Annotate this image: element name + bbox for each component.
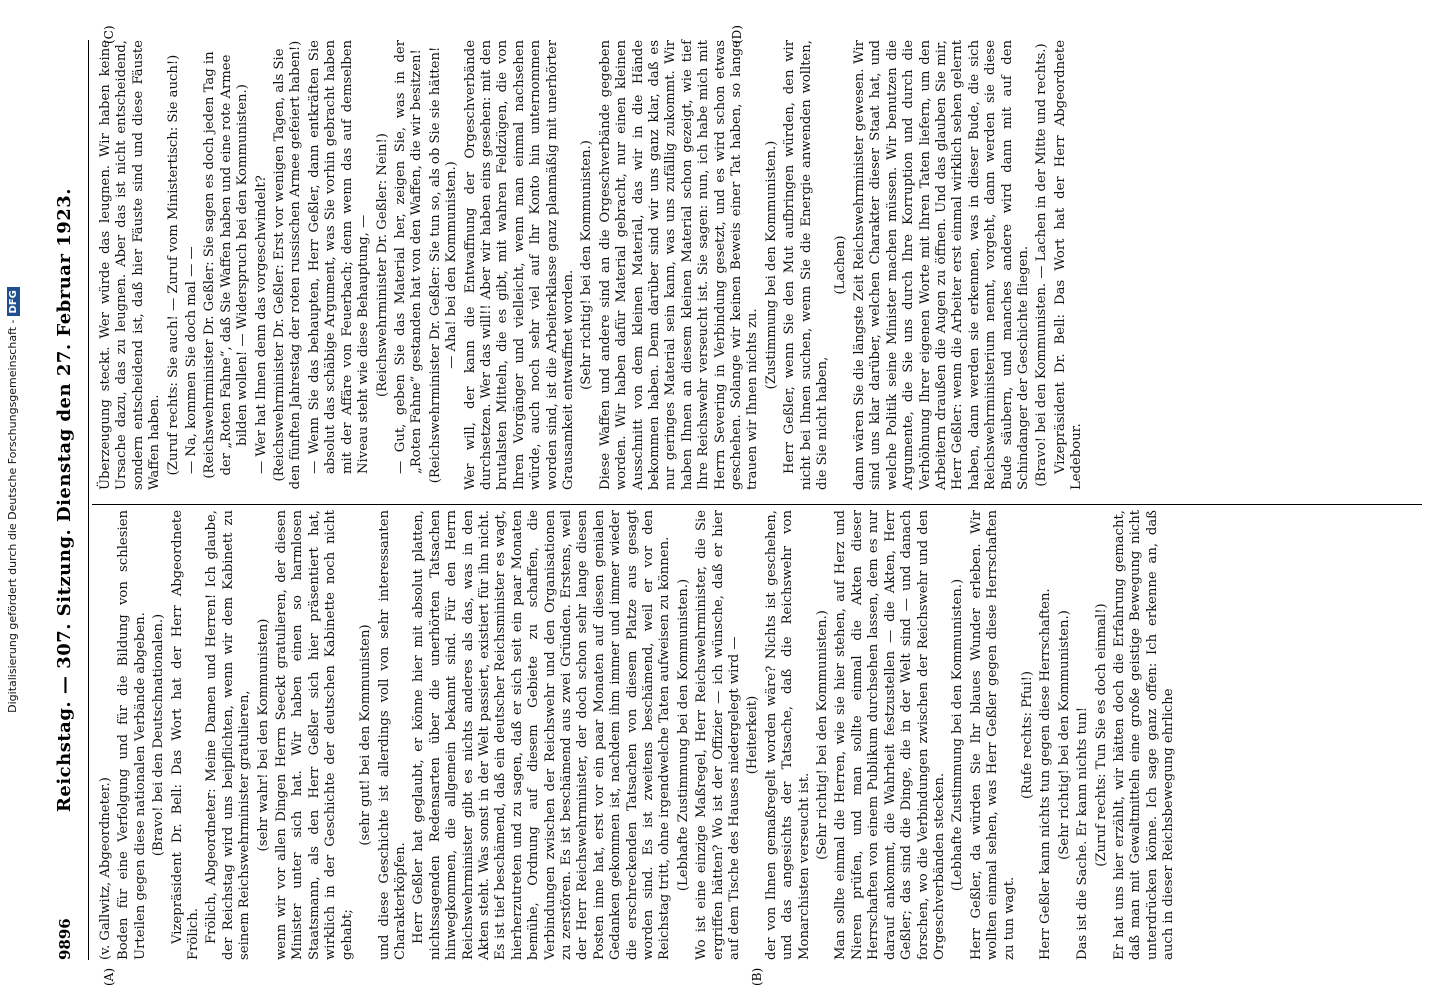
presidium-note: Vizepräsident Dr. Bell: Das Wort hat der Herr Abgeordnete Ledebour.: [1052, 40, 1085, 490]
interjection: (Zuruf rechts: Tun Sie es doch einmal!): [1093, 603, 1109, 867]
margin-mark-c: (C): [102, 25, 116, 44]
paragraph: — Wenn Sie das behaupten, Herr Geßler, dann entkräften Sie absolut das schäbige Argument, was Sie vorhin gebracht haben mit der Affäre von Feuerbach; denn wenn das auf demselben Niveau steht wie diese Behauptung, —: [306, 40, 372, 474]
margin-mark-d: (D): [730, 25, 744, 44]
interjection: (Lachen): [833, 235, 849, 295]
dfg-logo: DFG: [7, 287, 20, 316]
interjection: (Reichswehrminister Dr. Geßler: Erst vor wenigen Tagen, als Sie den fünften Jahrestag der roten russischen Armee gefeiert haben!): [272, 40, 304, 490]
paragraph: Herr Geßler hat geglaubt, er könne hier mit absolut platten, nichtssagenden Redensarten über die unerhörten Tatsachen hinwegkommen, die allgemein bekannt sind. Für den Herrn Reichswehrminister gibt es nichts anderes als das, was in den Akten steht. Was sonst in der Welt passiert, existiert für ihn nicht. Es ist tief beschämend, daß ein deutscher Reichsminister es wagt, hierherzutreten und zu sagen, daß er sich seit ein paar Monaten bemühe, Ordnung auf diesem Gebiete zu schaffen, die Verbindungen zwischen der Reichswehr und den Organisationen zu zerstören. Es ist beschämend aus zwei Gründen. Erstens, weil der Herr Reichswehrminister, der doch schon sehr lange diesen Posten inne hat, erst vor ein paar Monaten auf diesen genialen Gedanken gekommen ist, nachdem ihm immer und immer wieder die erschreckenden Tatsachen von diesem Platze aus gesagt worden sind. Es ist zweitens beschämend, weil er vor den Reichstag tritt, ohne irgendwelche Taten aufweisen zu können.: [411, 510, 673, 960]
interjection: (Bravo! bei den Kommunisten. — Lachen in der Mitte und rechts.): [1034, 43, 1050, 487]
interjection: (Reichswehrminister Dr. Geßler: Sie tun so, als ob Sie sie hätten! — Aha! bei den Kommunisten.): [427, 46, 460, 484]
document-page: [50, 0, 1434, 1000]
paragraph: Diese Waffen und andere sind an die Orgeschverbände gegeben worden. Wir haben dafür Material gebracht, nur einen kleinen Ausschnitt von dem kleinen Material, das wir in die Hände bekommen haben. Denn darüber sind wir uns ganz klar, daß es nur geringes Material sein kann, was uns zufällig zukommt. Wir haben Ihnen an diesem kleinen Material schon gezeigt, wie tief Ihre Reichswehr verseucht ist. Sie sagen: nun, ich habe mich mit Herrn Severing in Verbindung gesetzt, und es wird schon etwas geschehen. Solange wir keinen Beweis einer Tat haben, so lange trauen wir Ihnen nichts zu.: [597, 40, 761, 490]
interjection: (Zustimmung bei den Kommunisten.): [763, 140, 779, 390]
paragraph: Er hat uns hier erzählt, wir hätten doch die Erfahrung gemacht, daß man mit Gewaltmitteln eine große geistige Bewegung nicht unterdrücken könne. Ich sage ganz offen: Ich erkenne an, daß auch in dieser Reichsbewegung ehrliche: [1111, 510, 1177, 960]
margin-mark-b: (B): [750, 967, 764, 986]
paragraph: der von Ihnen gemaßregelt worden wäre? Nichts ist geschehen, und das angesichts der Tatsache, daß die Reichswehr von Monarchisten verseucht ist.: [763, 510, 812, 960]
interjection: (Sehr richtig! bei den Kommunisten.): [579, 140, 595, 390]
paragraph: — Na, kommen Sie doch mal — —: [184, 246, 200, 474]
left-column: [98, 510, 1418, 960]
paragraph: Wo ist eine einzige Maßregel, Herr Reichswehrminister, die Sie ergriffen hätten? Wo ist der Offizier — ich wünsche, daß er hier auf dem Tische des Hauses niedergelegt wird —: [694, 510, 743, 960]
interjection: (sehr gut! bei den Kommunisten): [358, 624, 374, 846]
interjection: (Sehr richtig! bei den Kommunisten.): [1056, 610, 1072, 860]
interjection: (Reichswehrminister Dr. Geßler: Sie sagen es doch jeden Tag in der „Roten Fahne“, daß Sie Waffen haben und eine rote Armee bilden wollen! — Widerspruch bei den Kommunisten.): [202, 51, 251, 479]
interjection: (Lebhafte Zustimmung bei den Kommunisten.): [675, 578, 691, 892]
interjection: (Rufe rechts: Pfui!): [1019, 670, 1035, 800]
interjection: (Lebhafte Zustimmung bei den Kommunisten.): [950, 578, 966, 892]
interjection: (sehr wahr! bei den Kommunisten): [255, 618, 271, 852]
header-rule: [88, 40, 89, 960]
paragraph: Herr Geßler, da würden Sie Ihr blaues Wunder erleben. Wir wollten einmal sehen, was Herr Geßler gegen diese Herrschaften zu tun wagt.: [968, 510, 1017, 960]
credit-text: Digitalisierung gefördert durch die Deutsche Forschungsgemeinschaft -: [6, 319, 19, 713]
column-divider: [92, 504, 1422, 505]
paragraph: — Gut, geben Sie das Material her, zeigen Sie, was in der „Roten Fahne“ gestanden hat von den Waffen, die wir besitzen!: [392, 40, 425, 474]
page-title: Reichstag. — 307. Sitzung. Dienstag den 27. Februar 1923.: [54, 187, 75, 813]
paragraph: Frölich, Abgeordneter: Meine Damen und Herren! Ich glaube, der Reichstag wird uns beipflichten, wenn wir dem Kabinett zu seinem Reichswehrminister gratulieren,: [204, 510, 253, 960]
interjection: (Bravo! bei den Deutschnationalen.): [151, 613, 167, 857]
digitization-credit: [6, 0, 20, 1000]
paragraph: Herr Geßler, wenn Sie den Mut aufbringen würden, den wir nicht bei Ihnen suchen, wenn Sie die Energie anwenden wollten, die Sie nicht haben,: [782, 40, 831, 490]
paragraph: dann wären Sie die längste Zeit Reichswehrminister gewesen. Wir sind uns klar darüber, welchen Charakter dieser Staat hat, und welche Politik seine Minister machen müssen. Wir benutzen die Argumente, die Sie uns durch Ihre Korruption und durch die Verhöhnung Ihrer eigenen Worte mit Ihren Taten liefern, um den Arbeitern draußen die Augen zu öffnen. Und das glauben Sie mir, Herr Geßler: wenn die Arbeiter erst einmal wirklich sehen gelernt haben, dann werden sie erkennen, was in dieser Bude, die sich Reichswehrministerium nennt, vorgeht, dann werden sie diese Bude säubern, und manches andere wird dann mit auf den Schindanger der Geschichte fliegen.: [851, 40, 1031, 490]
interjection: (Reichswehrminister Dr. Geßler: Nein!): [374, 133, 390, 397]
paragraph: Wer will, der kann die Entwaffnung der Orgeschverbände durchsetzen. Wer das will!! Aber wir haben eins gesehen: mit den brutalsten Mitteln, die es gibt, mit wahren Feldzügen, die von Ihren Vorgänger und vielleicht, wenn man einmal nachsehen würde, auch noch sehr viel auf Ihr Konto hin unternommen worden sind, ist die Arbeiterklasse ganz planmäßig mit unerhörter Grausamkeit entwaffnet worden.: [462, 40, 576, 490]
page-header: [50, 40, 84, 960]
right-column: [98, 40, 1418, 490]
paragraph: Man sollte einmal die Herren, wie sie hier stehen, auf Herz und Nieren prüfen, und man sollte einmal die Akten dieser Herrschaften von einem Publikum durchsehen lassen, dem es nur darauf ankommt, die Wahrheit festzustellen — die Akten, Herr Geßler; das sind die Dinge, die in der Welt sind — und danach forschen, wo die Verbindungen zwischen der Reichswehr und den Orgeschverbänden stecken.: [833, 510, 947, 960]
speaker-continuation: (v. Gallwitz, Abgeordneter.): [98, 777, 113, 960]
paragraph: Boden für eine Verfolgung und für die Bildung von schlesien Urteilen gegen diese nationalen Verbände abgeben.: [116, 510, 148, 960]
paragraph: Das ist die Sache. Er kann nichts tun!: [1075, 706, 1091, 960]
digitization-sidebar: [0, 0, 50, 1000]
interjection: (Zuruf rechts: Sie auch! — Zuruf vom Ministertisch: Sie auch!): [165, 54, 181, 476]
presidium-note: Vizepräsident Dr. Bell: Das Wort hat der Herr Abgeordnete Frölich.: [169, 510, 202, 960]
paragraph: Überzeugung steckt. Wer würde das leugnen. Wir haben keine Ursache dazu, das zu leugnen. Aber das ist nicht entscheidend, sondern entscheidend ist, daß hier Fäuste sind und diese Fäuste Waffen haben.: [98, 40, 163, 490]
paragraph: Herr Geßler kann nichts tun gegen diese Herrschaften.: [1038, 588, 1054, 960]
paragraph: wenn wir vor allen Dingen Herrn Seeckt gratulieren, der diesen Minister unter sich hat. Wir haben einen so harmlosen Staatsmann, als den Herr Geßler sich hier präsentiert hat, wirklich in der Geschichte der deutschen Kabinette noch nicht gehabt;: [274, 510, 355, 960]
interjection: (Sehr richtig! bei den Kommunisten.): [815, 610, 831, 860]
margin-mark-a: (A): [102, 967, 116, 986]
page-number: 9896: [56, 918, 74, 960]
paragraph: — Wer hat Ihnen denn das vorgeschwindelt?: [253, 175, 269, 474]
interjection: (Heiterkeit): [745, 695, 761, 775]
paragraph: und diese Geschichte ist allerdings voll von sehr interessanten Charakterköpfen.: [376, 510, 408, 960]
